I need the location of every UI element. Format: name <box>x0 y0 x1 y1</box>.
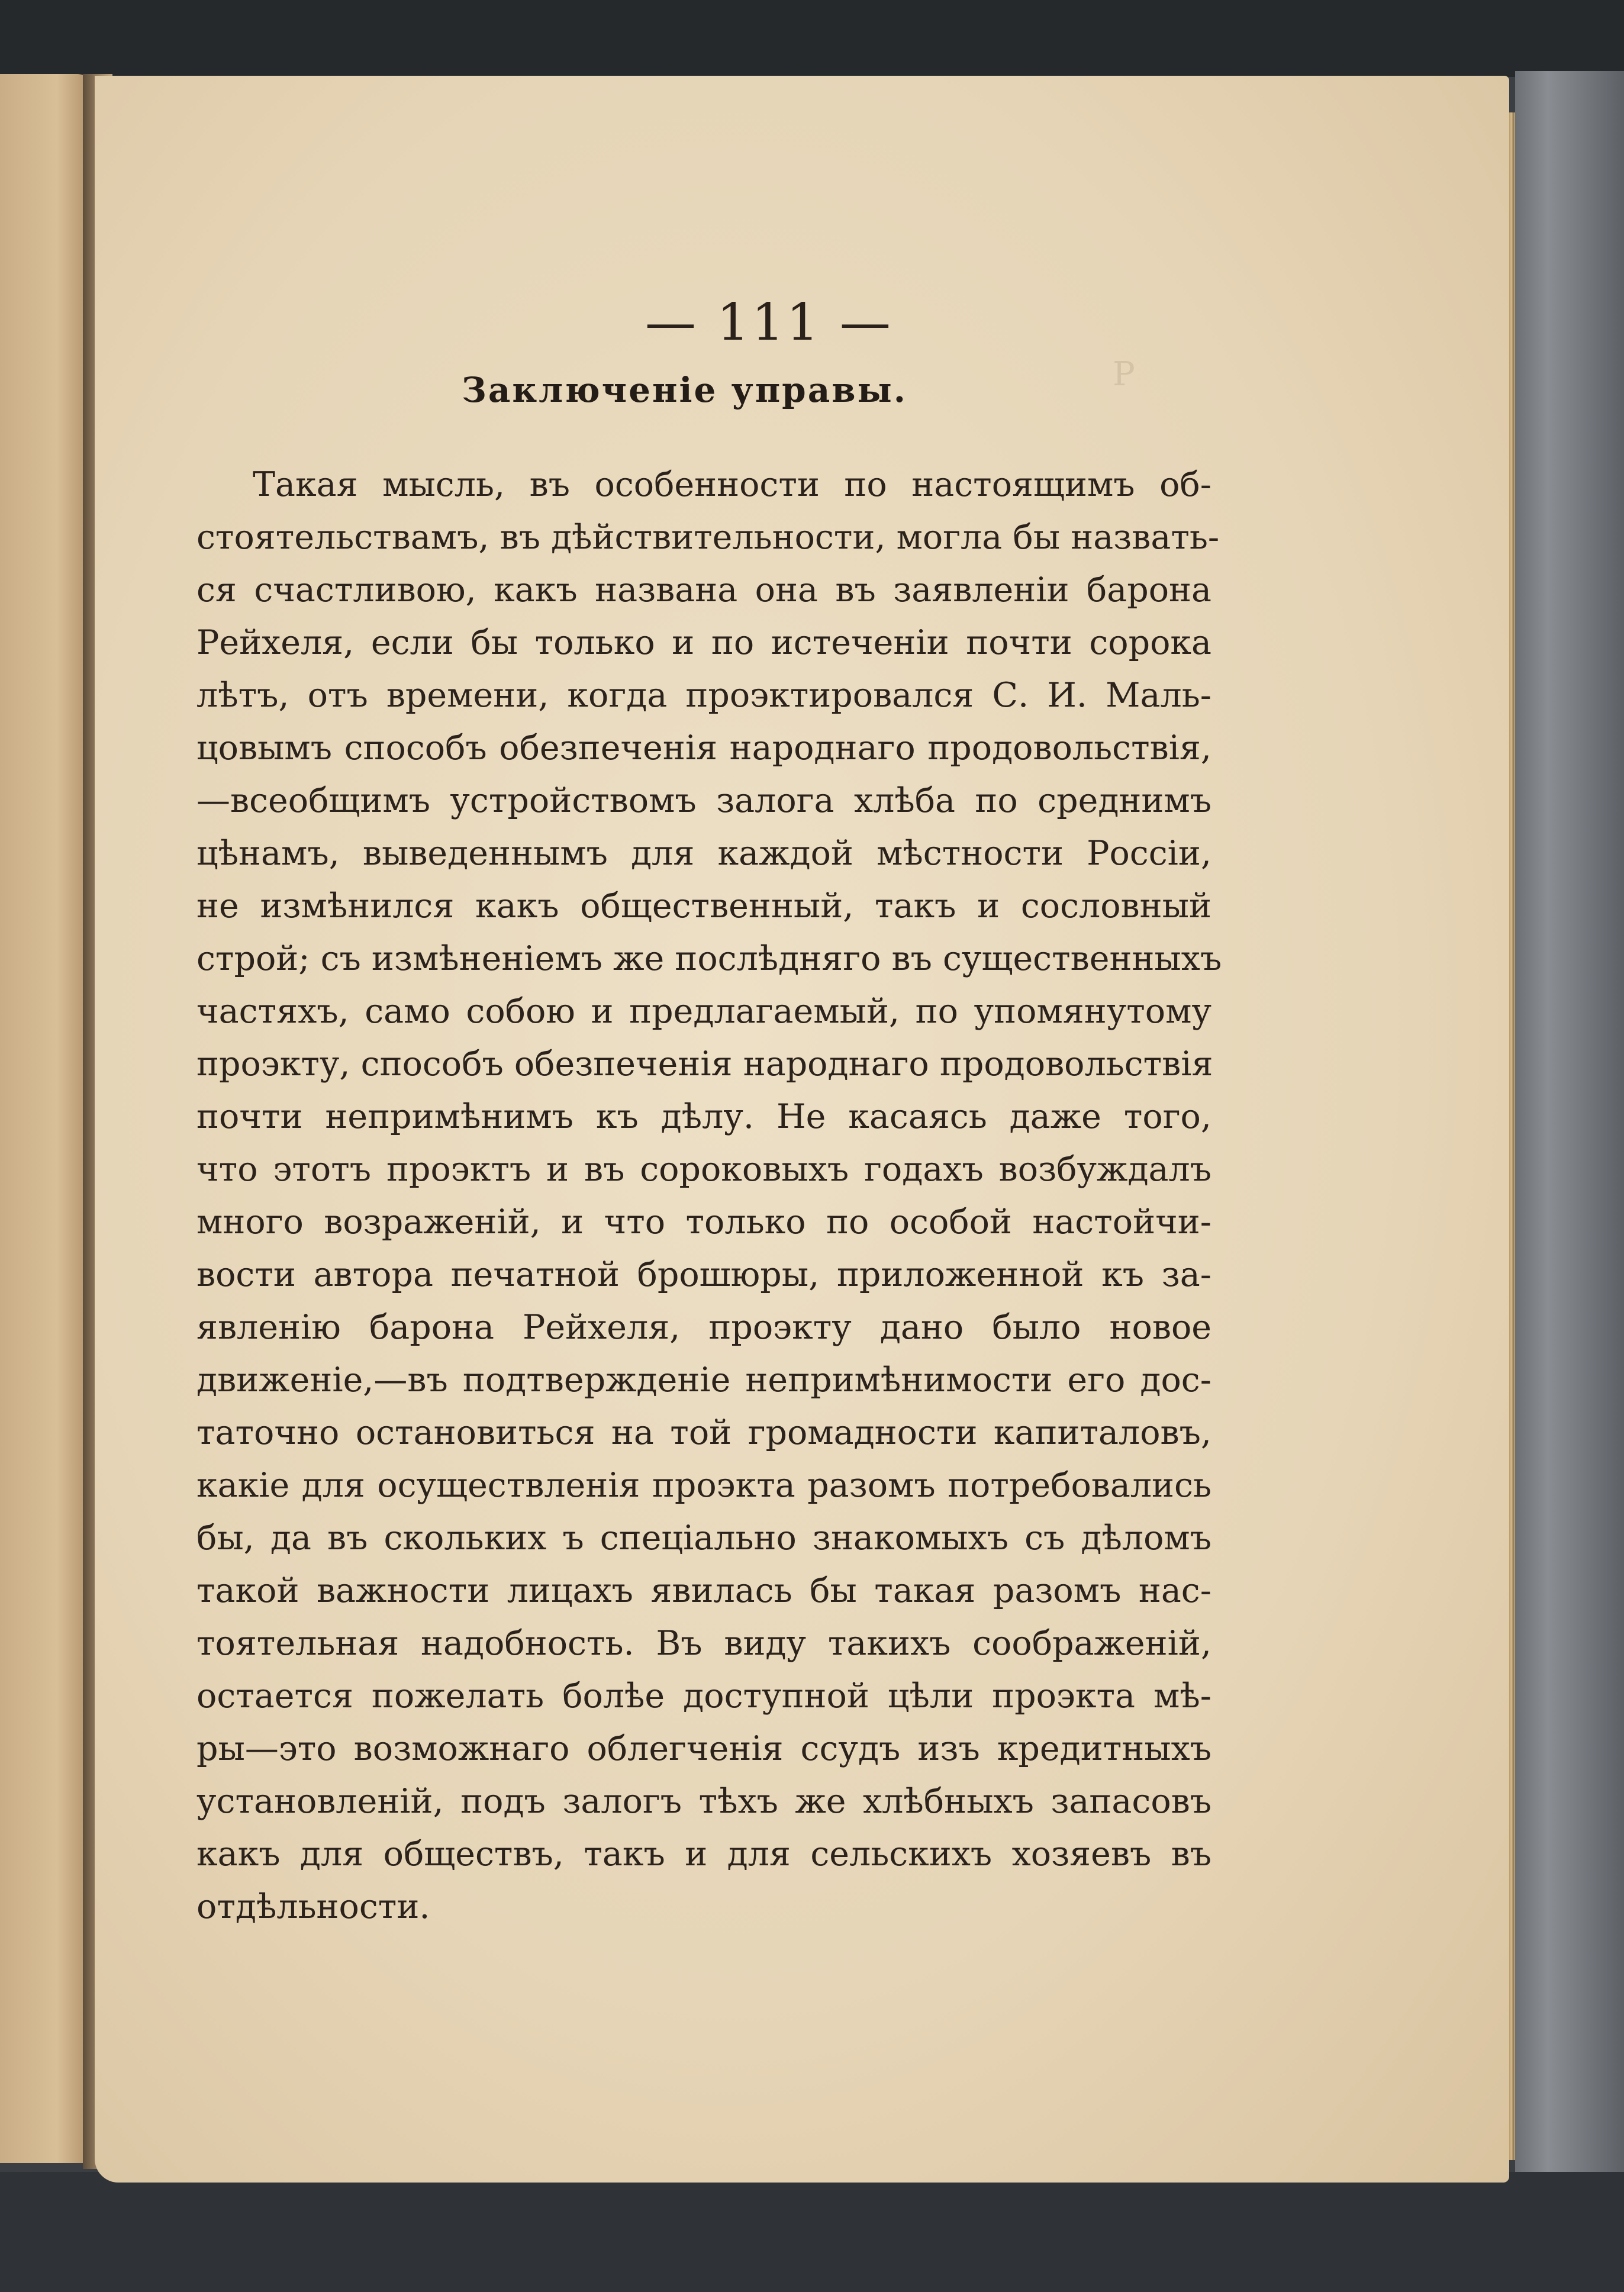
text-line: тоятельная надобность. Въ виду такихъ соображеній, <box>196 1624 1211 1663</box>
text-line: проэкту, способъ обезпеченія народнаго продовольствія <box>196 1045 1213 1084</box>
section-title: Заключеніе управы. <box>462 370 907 410</box>
text-line: —всеобщимъ устройствомъ залога хлѣба по среднимъ <box>196 781 1211 820</box>
text-line: таточно остановиться на той громадности капиталовъ, <box>196 1413 1211 1452</box>
text-line: Рейхеля, если бы только и по истеченіи почти сорока <box>196 623 1211 662</box>
text-line: отдѣльности. <box>196 1887 430 1926</box>
text-line: остается пожелать болѣе доступной цѣли проэкта мѣ- <box>196 1677 1211 1716</box>
text-line: какъ для обществъ, такъ и для сельскихъ хозяевъ въ <box>196 1835 1211 1874</box>
show-through-text: ꟼ <box>1113 355 1135 394</box>
text-line: ры—это возможнаго облегченія ссудъ изъ кредитныхъ <box>196 1729 1211 1768</box>
body-paragraph <box>196 459 1222 1933</box>
scanner-background-top <box>0 0 1624 77</box>
text-line: цѣнамъ, выведеннымъ для каждой мѣстности Россіи, <box>196 834 1211 873</box>
text-line: движеніе,—въ подтвержденіе непримѣнимости его дос- <box>196 1361 1211 1400</box>
text-line: не измѣнился какъ общественный, такъ и сословный <box>196 887 1211 926</box>
book-cover-edge <box>1515 71 1624 2292</box>
text-line: какіе для осуществленія проэкта разомъ потребовались <box>196 1466 1211 1505</box>
text-line: частяхъ, само собою и предлагаемый, по упомянутому <box>196 992 1211 1031</box>
text-line: бы, да въ скольких ъ спеціально знакомыхъ съ дѣломъ <box>196 1519 1211 1558</box>
text-line: лѣтъ, отъ времени, когда проэктировался С. И. Маль- <box>196 676 1211 715</box>
page-number: — 111 — <box>645 293 893 352</box>
text-line: Такая мысль, въ особенности по настоящимъ об- <box>253 465 1211 504</box>
text-line: явленію барона Рейхеля, проэкту дано было новое <box>196 1308 1211 1347</box>
text-line: цовымъ способъ обезпеченія народнаго продовольствія, <box>196 728 1211 768</box>
text-line: стоятельствамъ, въ дѣйствительности, могла бы назвать- <box>196 518 1220 557</box>
scanner-background-bottom <box>0 2172 1624 2292</box>
text-line: много возраженій, и что только по особой настойчи- <box>196 1203 1211 1242</box>
text-line: строй; съ измѣненіемъ же послѣдняго въ существенныхъ <box>196 939 1222 978</box>
text-line: такой важности лицахъ явилась бы такая разомъ нас- <box>196 1571 1211 1610</box>
text-line: ся счастливою, какъ названа она въ заявленіи барона <box>196 570 1211 610</box>
text-line: что этотъ проэктъ и въ сороковыхъ годахъ возбуждалъ <box>196 1150 1211 1189</box>
text-line: установленій, подъ залогъ тѣхъ же хлѣбныхъ запасовъ <box>196 1782 1211 1821</box>
previous-page-edge <box>0 74 95 2163</box>
text-line: вости автора печатной брошюры, приложенной къ за- <box>196 1255 1211 1294</box>
text-line: почти непримѣнимъ къ дѣлу. Не касаясь даже того, <box>196 1097 1211 1136</box>
